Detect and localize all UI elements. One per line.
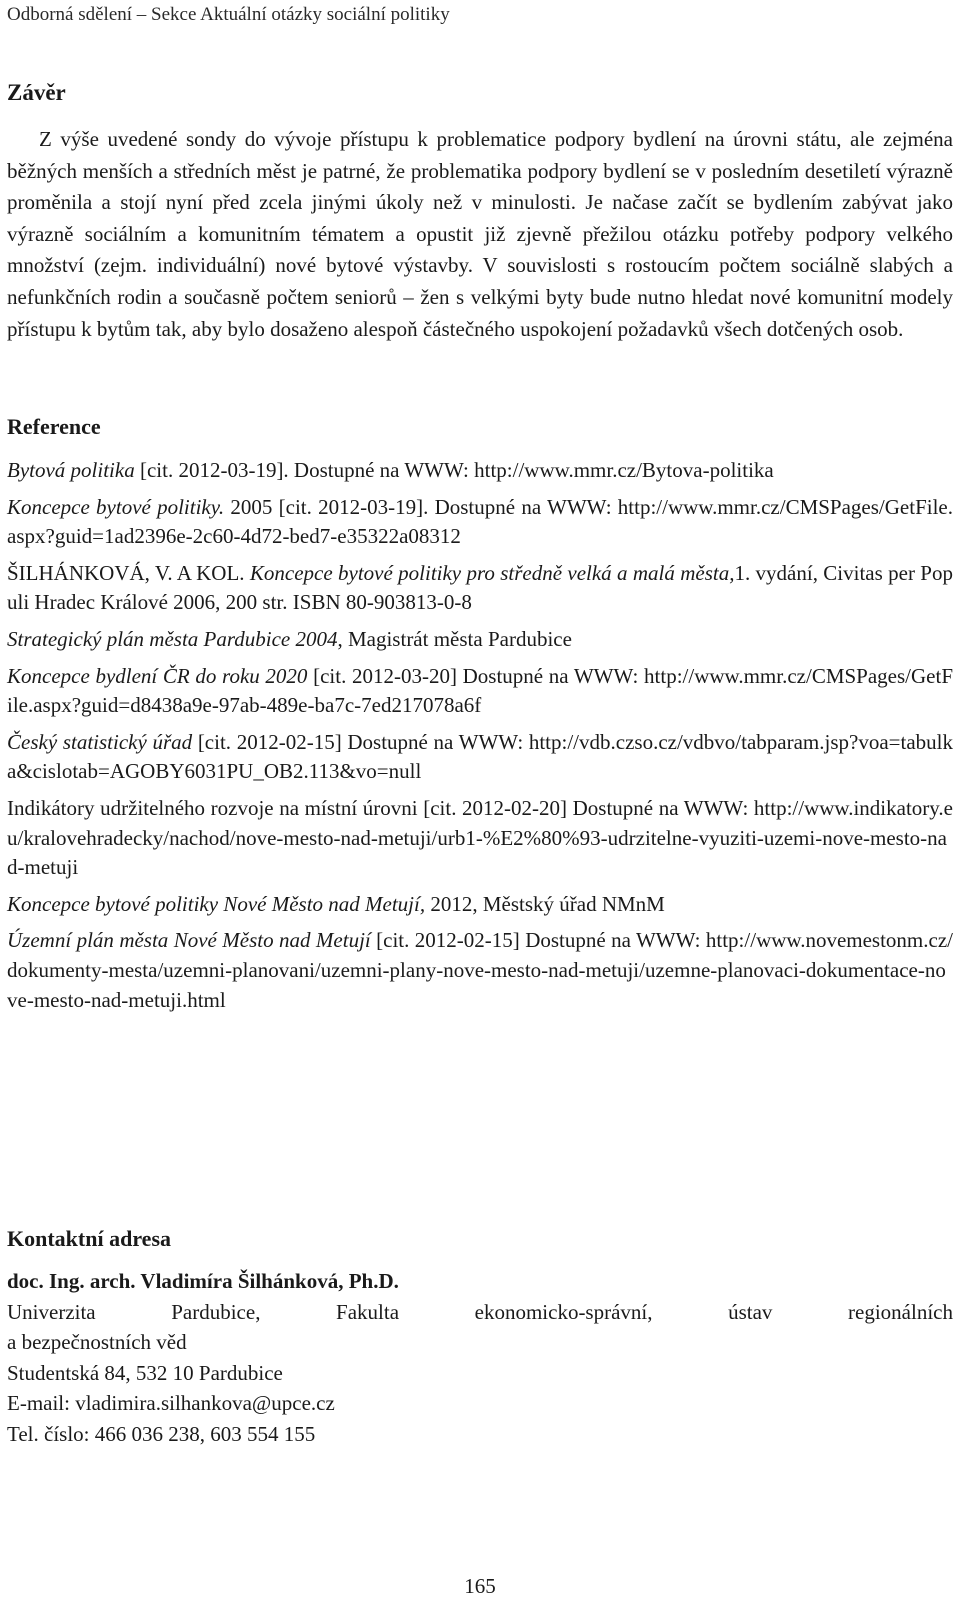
reference-item — [7, 559, 953, 618]
reference-title: Český statistický úřad — [7, 729, 193, 754]
document-page — [7, 0, 954, 1598]
contact-name: doc. Ing. arch. Vladimíra Šilhánková, Ph.D. — [7, 1269, 399, 1293]
page-number: 165 — [464, 1574, 496, 1598]
reference-title: Koncepce bytové politiky Nové Město nad Metují, — [7, 891, 426, 916]
reference-prefix: Indikátory udržitelného rozvoje na místní úrovni [cit. 2012-02-20] Dostupné na WWW: http://www.indikatory.eu/kralovehradecky/nachod/nove-mesto-nad-metuji/urb1-%E2%80%93-udrzitelne-vyuziti-uzemi-nove-mesto-nad-metuji — [7, 795, 953, 880]
reference-item — [7, 890, 953, 920]
reference-item — [7, 625, 953, 655]
reference-item — [7, 728, 953, 787]
conclusion-paragraph — [7, 124, 953, 345]
contact-block — [7, 1266, 953, 1450]
reference-title: Koncepce bydlení ČR do roku 2020 — [7, 663, 308, 688]
reference-title: Koncepce bytové politiky. — [7, 494, 225, 519]
running-header: Odborná sdělení – Sekce Aktuální otázky sociální politiky — [7, 4, 450, 25]
reference-title: Bytová politika — [7, 458, 135, 482]
reference-list — [7, 456, 953, 1022]
reference-title: Strategický plán města Pardubice 2004 — [7, 626, 338, 651]
contact-heading: Kontaktní adresa — [7, 1226, 172, 1251]
contact-affiliation: Univerzita Pardubice, Fakulta ekonomicko-správní, ústav regionálních — [7, 1299, 953, 1324]
reference-details: 2005 [cit. 2012-03-19]. Dostupné na WWW: http://www.mmr.cz/CMSPages/GetFile.aspx?guid=1ad2396e-2c60-4d72-bed7-e35322a08312 — [7, 494, 953, 549]
conclusion-text: Z výše uvedené sondy do vývoje přístupu k problematice podpory bydlení na úrovni státu, ale zejména běžných menších a středních měst je patrné, že problematika podpory bydlení se v posledním desetiletí výrazně proměnila a stojí nyní před zcela jinými úkoly než v minulosti. Je načase začít se bydlením zabývat jako výrazně sociálním a komunitním tématem a opustit již zjevně přežilou otázku potřeby podpory velkého množství (zejm. individuální) nové bytové výstavby. V souvislosti s rostoucím počtem sociálně slabých a nefunkčních rodin a současně počtem seniorů – žen s velkými byty bude nutno hledat nové komunitní modely přístupu k bytům tak, aby bylo dosaženo alespoň částečného uspokojení požadavků všech dotčených osob. — [7, 127, 953, 341]
reference-details: [cit. 2012-02-15] Dostupné na WWW: http://www.novemestonm.cz/dokumenty-mesta/uzemni-planovani/uzemni-plany-nove-mesto-nad-metuji/uzemne-planovaci-dokumentace-nove-mesto-nad-metuji.html — [7, 928, 953, 1012]
reference-title: Koncepce bytové politiky pro středně velká a malá města, — [249, 560, 735, 585]
reference-item — [7, 926, 953, 1015]
references-heading: Reference — [7, 414, 101, 439]
reference-details: , Magistrát města Pardubice — [337, 626, 572, 651]
contact-phone: Tel. číslo: 466 036 238, 603 554 155 — [7, 1421, 316, 1446]
reference-details: [cit. 2012-03-20] Dostupné na WWW: http://www.mmr.cz/CMSPages/GetFile.aspx?guid=d8438a9e-97ab-489e-ba7c-7ed217078a6f — [7, 663, 954, 718]
reference-details: [cit. 2012-03-19]. Dostupné na WWW: http://www.mmr.cz/Bytova-politika — [134, 458, 774, 482]
reference-item — [7, 456, 953, 486]
reference-details: 2012, Městský úřad NMnM — [425, 891, 665, 916]
contact-email: E-mail: vladimira.silhankova@upce.cz — [7, 1391, 335, 1416]
reference-details: [cit. 2012-02-15] Dostupné na WWW: http://vdb.czso.cz/vdbvo/tabparam.jsp?voa=tabulka&cislotab=AGOBY6031PU_OB2.113&vo=null — [7, 729, 953, 784]
reference-item — [7, 662, 953, 721]
reference-prefix: ŠILHÁNKOVÁ, V. A KOL. — [7, 560, 250, 585]
reference-title: Územní plán města Nové Město nad Metují — [7, 928, 371, 953]
reference-details: 1. vydání, Civitas per Populi Hradec Králové 2006, 200 str. ISBN 80-903813-0-8 — [7, 560, 953, 615]
conclusion-heading: Závěr — [7, 80, 66, 105]
contact-address: Studentská 84, 532 10 Pardubice — [7, 1360, 283, 1385]
reference-item — [7, 794, 953, 883]
contact-affiliation-cont: a bezpečnostních věd — [7, 1330, 187, 1355]
reference-item — [7, 493, 953, 552]
